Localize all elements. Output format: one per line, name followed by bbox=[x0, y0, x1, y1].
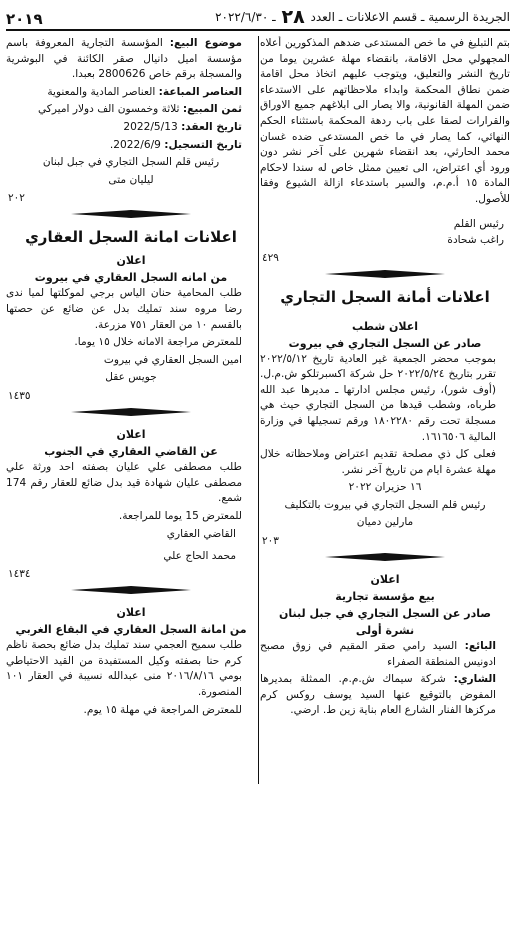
separator-ornament bbox=[6, 408, 256, 416]
section-title-land-registry: اعلانات امانة السجل العقاري bbox=[25, 228, 237, 247]
right-column bbox=[260, 36, 510, 930]
separator-ornament bbox=[6, 210, 256, 218]
notice-west-bekaa: اعلان من امانة السجل العقاري في البقاع الغربي طلب سميح العجمي سند تمليك بدل ضائع بحصة ناظم كرم حنا بصفته وكيل المستفيدة من القيد الاحتياطي بومي ٢٠١٦/٨/١٦ منى عبدالله نسيبة في العقار ١٠١ المنصورة. للمعترض المراجعة في مهلة ١٥ يوم. bbox=[6, 606, 247, 716]
header-rule bbox=[6, 29, 510, 31]
notice-number: ٤٢٩ bbox=[262, 251, 279, 264]
notice-number: ١٤٣٤ bbox=[8, 568, 31, 581]
separator-ornament bbox=[6, 586, 256, 594]
notice-1435: اعلان من امانه السجل العقاري في بيروت طلب المحامية حنان الياس برجي لموكلتها لميا ندى رضا مروه سند تمليك بدل عن ضائع عن حصتها بالقسم ١٠ من العقار ٧٥١ مزرعة. للمعترض مراجعة الامانه خلال ١٥ يوما. امين السجل العقاري في بيروت جويس عقل ١٤٣٥ bbox=[6, 252, 256, 402]
header-title: الجريدة الرسمية ـ قسم الاعلانات ـ العدد ٢٨ ـ ٢٠٢٢/٦/٣٠ bbox=[215, 6, 510, 28]
separator-ornament bbox=[260, 270, 510, 278]
section-title-commercial-registry: اعلانات أمانة السجل التجاري bbox=[280, 287, 490, 306]
notice-1434: اعلان عن القاضي العقاري في الجنوب طلب مصطفى علي عليان بصفته احد ورثة علي مصطفى عليان شهادة قيد بدل ضائع للعقار رقم 174 شمع. للمعترض 15 يوما للمراجعة. القاضي العقاري محمد الحاج علي ١٤٣٤ bbox=[6, 426, 256, 580]
notice-number: ٢٠٣ bbox=[262, 535, 279, 548]
page-header bbox=[6, 6, 510, 28]
column-divider bbox=[258, 36, 259, 784]
notice-429: بتم التبليغ في ما خص المستدعى ضدهم المذكورين أعلاه المجهولي محل الاقامة، بانقضاء مهلة عشرين يوما من تاريخ النشر والتعليق، ويتوجب عليهم اتخاذ محل اقامة ضمن نطاق المحكمة وابداء ملاحظاتهم على الاستدعاء ضمن المهلة القانونية، والا يصار الى ابلاغهم جميع الاوراق والقرارات لصقا على باب ردهة المحكمة باستثناء الحكم النهائي، كما يصار في ما خص المستدعى ضده غسان محمد الحارثي، بعد انقضاء شهرين على آخر نشر دون ورود أي اعتراض، الى تعيين ممثل خاص له سندا لاحكام المادة ١٥ أ.م.م، والسير باستدعاء ازالة الشيوع وفقا للأصول. رئيس القلم راغب شحادة ٤٢٩ bbox=[260, 37, 510, 264]
notice-number: ٢٠٢ bbox=[8, 192, 25, 205]
issue-number: ٢٨ bbox=[281, 6, 305, 28]
separator-ornament bbox=[260, 553, 510, 561]
notice-203: اعلان شطب صادر عن السجل التجاري في بيروت بموجب محضر الجمعية غير العادية تاريخ ٢٠٢٢/٥/١٢ تقرر بتاريخ ٢٠٢٢/٥/٢٤ حل شركة اكسبرتلكو ش.م.ل.(أوف شور)، رئيس مجلس ادارتها ـ مديرها عبد الله طرباه، وشطب قيدها من السجل التجاري حيث هي مسجلة تحت رقم ١٨٠٢٢٨٠ ورقم تسجيلها في وزارة المالية ١٦١٦٥٠٦. فعلى كل ذي مصلحة تقديم اعتراض وملاحظاته خلال مهلة عشرة ايام من تاريخ آخر نشر. ١٦ حزيران ٢٠٢٢ رئيس قلم السجل التجاري في بيروت بالتكليف مارلين دميان ٢٠٣ bbox=[260, 318, 510, 548]
page-number: ٢٠١٩ bbox=[6, 10, 43, 28]
left-column bbox=[6, 36, 256, 930]
notice-business-sale: اعلان بيع مؤسسة تجارية صادر عن السجل التجاري في جبل لبنان نشرة أولى البائع: السيد رامي صقر المقيم في زوق مصبح ادونيس المنطقة الصفراء الشاري: شركة سيماك ش.م.م. الممثلة بمديرها المفوض بالتوقيع عنها السيد يوسف روكس كرم مركزها الفنار الشارع العام بناية زين ط. ارضي. bbox=[260, 573, 496, 717]
notice-number: ١٤٣٥ bbox=[8, 389, 31, 402]
notice-202: موضوع البيع: المؤسسة التجارية المعروفة باسم مؤسسة اميل دانيال صقر الكائنة في البوشرية والمسجلة برقم خاص 2800626 بعبدا. العناصر المباعة: العناصر المادية والمعنوية ثمن المبيع: ثلاثة وخمسون الف دولار اميركي تاريخ العقد: 2022/5/13 تاريخ التسجيل: 2022/6/9. رئيس قلم السجل التجاري في جبل لبنان ليليان متى ٢٠٢ bbox=[6, 36, 256, 204]
